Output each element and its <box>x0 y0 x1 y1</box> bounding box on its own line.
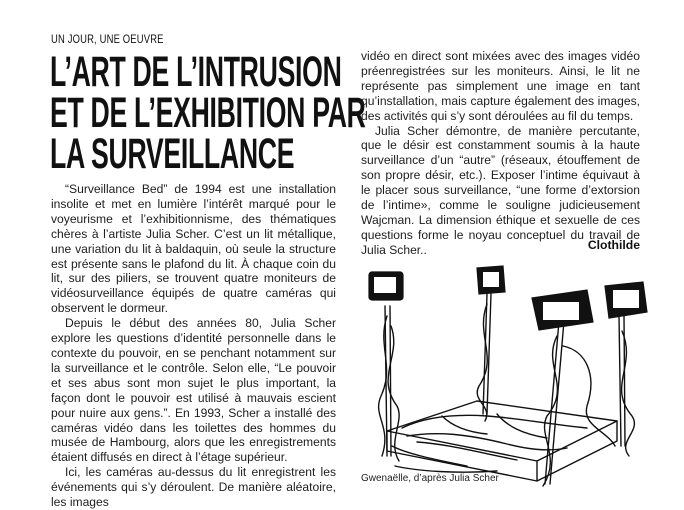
body-column-left <box>51 182 336 510</box>
body-paragraph: “Surveillance Bed” de 1994 est une installation insolite et met en lumière l’intérêt marqué pour le voyeurisme et l’exhibitionnisme, des thématiques chères à l’artiste Julia Scher. C’est un lit métallique, une variation du lit à baldaquin, où seule la structure est présente sans le plafond du lit. À chaque coin du lit, sur des piliers, se trouvent quatre moniteurs de vidéosurveillance équipés de quatre caméras qui observent le dormeur. <box>51 182 336 316</box>
body-paragraph: Depuis le début des années 80, Julia Scher explore les questions d’identité personnelle dans le contexte du pouvoir, en se penchant notamment sur la surveillance et le contrôle. Selon elle, “Le pouvoir et ses abus sont mon sujet le plus important, la façon dont le pouvoir est utilisé à mauvais escient pour nuire aux gens.”. En 1993, Scher a installé des caméras vidéo dans les toilettes des hommes du musée de Hambourg, alors que les enregistrements étaient diffusés en direct à l’étage supérieur. <box>51 316 336 465</box>
headline-line-3: LA SURVEILLANCE <box>50 130 295 178</box>
headline-line-2: ET DE L’EXHIBITION PAR <box>50 89 366 137</box>
body-column-right <box>361 49 640 258</box>
surveillance-bed-illustration <box>347 256 653 492</box>
body-paragraph: vidéo en direct sont mixées avec des images vidéo préenregistrées sur les moniteurs. Ainsi, le lit ne représente pas simplement une image en tant qu’installation, mais capture également des images, des activités qui s’y sont déroulées au fil du temps. <box>361 49 640 123</box>
headline-line-1: L’ART DE L’INTRUSION <box>50 48 342 96</box>
body-paragraph: Ici, les caméras au-dessus du lit enregistrent les événements qui s’y déroulent. De manière aléatoire, les images <box>51 465 336 510</box>
article-kicker: UN JOUR, UNE OEUVRE <box>51 34 164 46</box>
illustration-caption: Gwenaëlle, d’après Julia Scher <box>361 473 499 484</box>
body-paragraph: Julia Scher démontre, de manière percutante, que le désir est constamment soumis à la haute surveillance d’un “autre” (réseaux, étouffement de son propre désir, etc.). Exposer l’intime équivaut à le placer sous surveillance, “une forme d’extorsion de l’intime», comme le souligne judicieusement Wajcman. La dimension éthique et sexuelle de ces questions forme le noyau conceptuel du travail de Julia Scher.. <box>361 123 640 257</box>
article-headline <box>50 48 380 178</box>
author-signature: Clothilde <box>587 238 640 252</box>
